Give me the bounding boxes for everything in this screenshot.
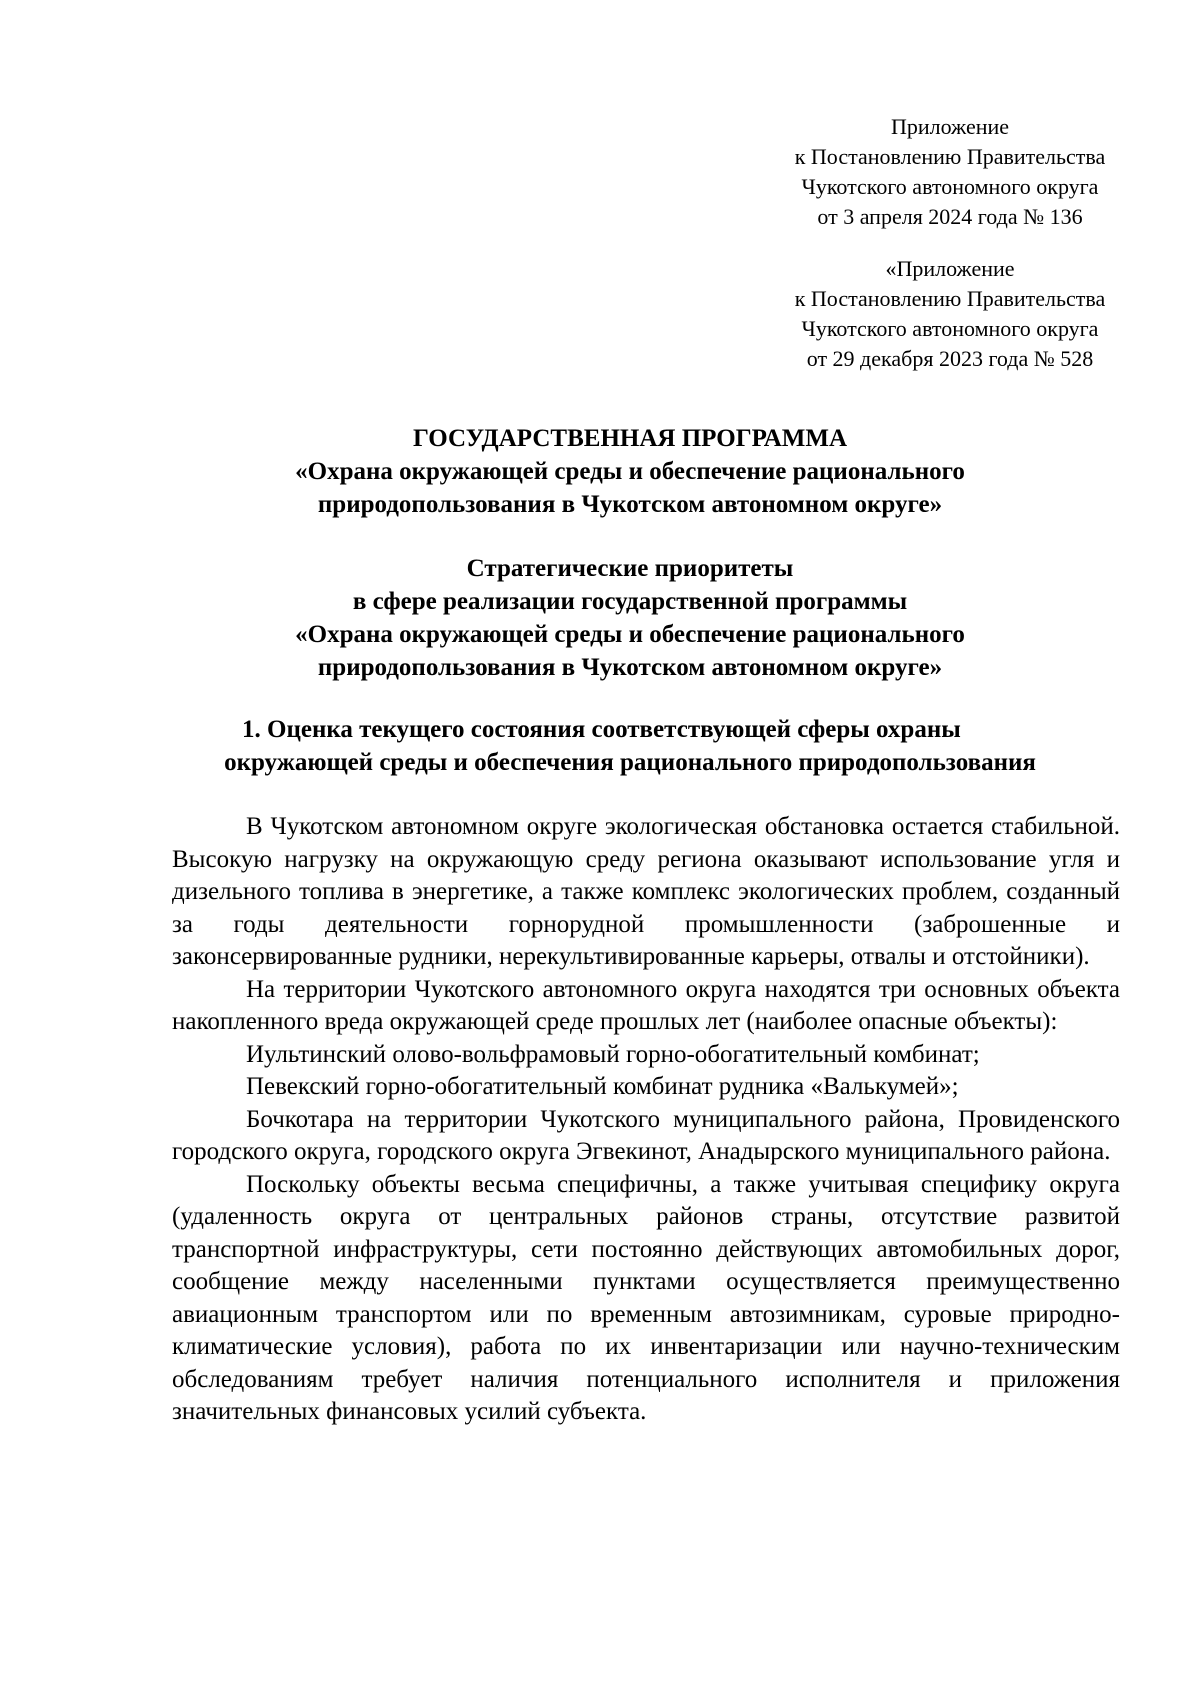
priorities-title-line: «Охрана окружающей среды и обеспечение рационального <box>295 621 965 648</box>
appendix-line: Чукотского автономного округа <box>801 174 1099 199</box>
program-title-line: ГОСУДАРСТВЕННАЯ ПРОГРАММА <box>412 425 848 452</box>
appendix-reference-original <box>770 254 1130 374</box>
priorities-title-line: в сфере реализации государственной программы <box>352 588 908 615</box>
appendix-line: Чукотского автономного округа <box>801 316 1099 341</box>
priorities-title-line: Стратегические приоритеты <box>466 555 794 582</box>
appendix-line: от 29 декабря 2023 года № 528 <box>806 346 1094 371</box>
section-heading-line: окружающей среды и обеспечения рационального природопользования <box>224 749 1036 776</box>
appendix-line: «Приложение <box>885 256 1015 281</box>
body-text <box>172 811 1120 1429</box>
priorities-title-line: природопользования в Чукотском автономном округе» <box>317 654 943 681</box>
paragraph: Поскольку объекты весьма специфичны, а также учитывая специфику округа (удаленность округа от центральных районов страны, отсутствие развитой транспортной инфраструктуры, сети постоянно действующих автомобильных дорог, сообщение между населенными пунктами осуществляется преимущественно авиационным транспортом или по временным автозимникам, суровые природно-климатические условия), работа по их инвентаризации или научно-техническим обследованиям требует наличия потенциального исполнителя и приложения значительных финансовых усилий субъекта. <box>172 1170 1120 1425</box>
section-heading <box>130 713 1130 779</box>
appendix-line: к Постановлению Правительства <box>794 144 1106 169</box>
program-title <box>130 422 1130 521</box>
paragraph: В Чукотском автономном округе экологическая обстановка остается стабильной. Высокую нагрузку на окружающую среду региона оказывают использование угля и дизельного топлива в энергетике, а также комплекс экологических проблем, созданный за годы деятельности горнорудной промышленности (заброшенные и законсервированные рудники, нерекультивированные карьеры, отвалы и отстойники). <box>172 813 1120 970</box>
paragraph: Певекский горно-обогатительный комбинат рудника «Валькумей»; <box>246 1073 959 1100</box>
paragraph: Бочкотара на территории Чукотского муниципального района, Провиденского городского округа, городского округа Эгвекинот, Анадырского муниципального района. <box>172 1105 1120 1165</box>
program-title-line: «Охрана окружающей среды и обеспечение рационального <box>295 458 965 485</box>
section-heading-line: 1. Оценка текущего состояния соответствующей сферы охраны <box>242 716 961 743</box>
appendix-line: Приложение <box>890 114 1010 139</box>
appendix-line: от 3 апреля 2024 года № 136 <box>817 204 1083 229</box>
paragraph: Иультинский олово-вольфрамовый горно-обогатительный комбинат; <box>246 1040 980 1068</box>
priorities-title <box>130 552 1130 684</box>
appendix-reference-current <box>770 112 1130 232</box>
appendix-line: к Постановлению Правительства <box>794 286 1106 311</box>
paragraph: На территории Чукотского автономного округа находятся три основных объекта накопленного вреда окружающей среде прошлых лет (наиболее опасные объекты): <box>172 975 1120 1035</box>
program-title-line: природопользования в Чукотском автономном округе» <box>317 491 943 518</box>
